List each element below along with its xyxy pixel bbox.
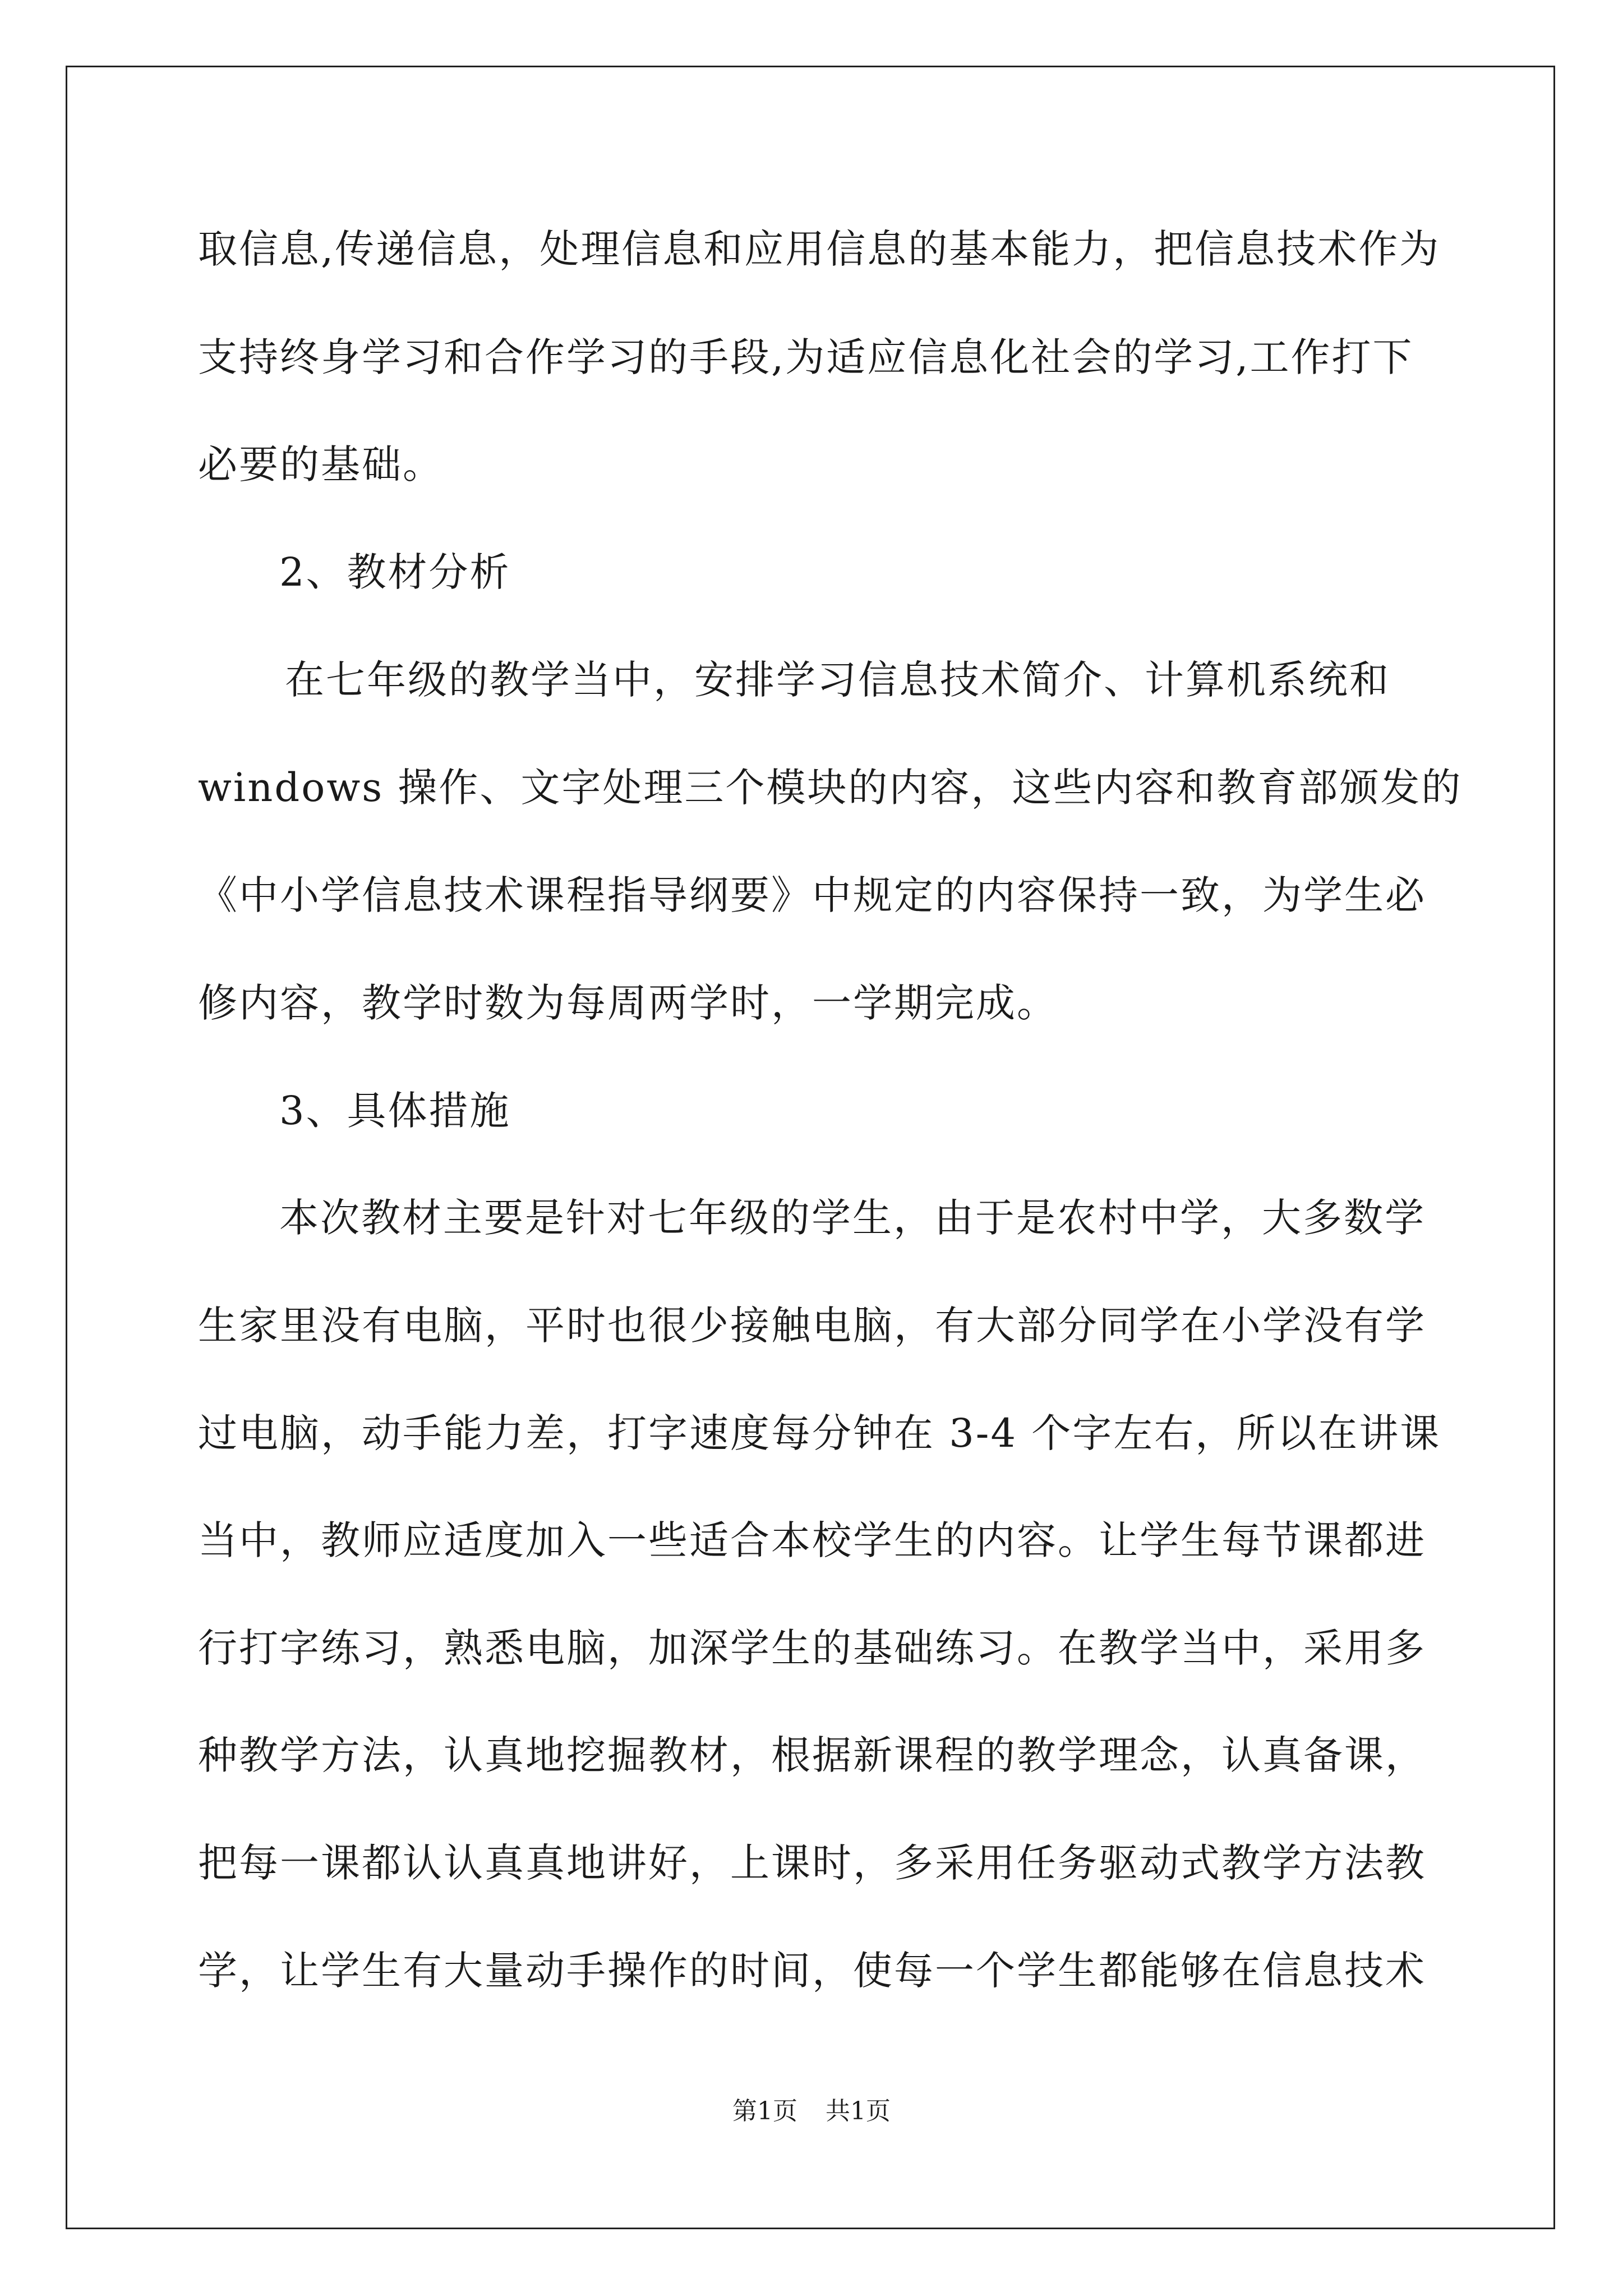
body-text-line: 支持终身学习和合作学习的手段,为适应信息化社会的学习,工作打下	[198, 334, 1414, 380]
page-total: 共1页	[826, 2097, 891, 2125]
page-border	[66, 66, 1555, 2229]
page-footer	[0, 2097, 1623, 2126]
body-text-line: 当中，教师应适度加入一些适合本校学生的内容。让学生每节课都进	[198, 1517, 1426, 1563]
body-text-line: 《中小学信息技术课程指导纲要》中规定的内容保持一致，为学生必	[198, 872, 1426, 918]
section-heading: 2、教材分析	[279, 549, 511, 595]
section-heading: 3、具体措施	[279, 1088, 511, 1134]
body-text-line: 必要的基础。	[198, 441, 444, 487]
page-number: 第1页	[732, 2097, 797, 2125]
body-text-line: 学，让学生有大量动手操作的时间，使每一个学生都能够在信息技术	[198, 1948, 1426, 1994]
body-text-line: 取信息,传递信息，处理信息和应用信息的基本能力，把信息技术作为	[198, 226, 1441, 272]
body-text-line: 生家里没有电脑，平时也很少接触电脑，有大部分同学在小学没有学	[198, 1303, 1426, 1349]
body-text-line: 行打字练习，熟悉电脑，加深学生的基础练习。在教学当中，采用多	[198, 1625, 1426, 1671]
body-text-line: 把每一课都认认真真地讲好，上课时，多采用任务驱动式教学方法教	[198, 1840, 1426, 1886]
body-text-line: 过电脑，动手能力差，打字速度每分钟在 3-4 个字左右，所以在讲课	[198, 1410, 1441, 1456]
body-text-line: 种教学方法，认真地挖掘教材，根据新课程的教学理念，认真备课，	[198, 1732, 1426, 1778]
body-text-line: 在七年级的教学当中，安排学习信息技术简介、计算机系统和	[285, 657, 1390, 703]
body-text-line: 修内容，教学时数为每周两学时，一学期完成。	[198, 980, 1058, 1026]
body-text-line: 本次教材主要是针对七年级的学生，由于是农村中学，大多数学	[279, 1195, 1426, 1241]
body-text-line: windows 操作、文字处理三个模块的内容，这些内容和教育部颁发的	[198, 765, 1463, 811]
